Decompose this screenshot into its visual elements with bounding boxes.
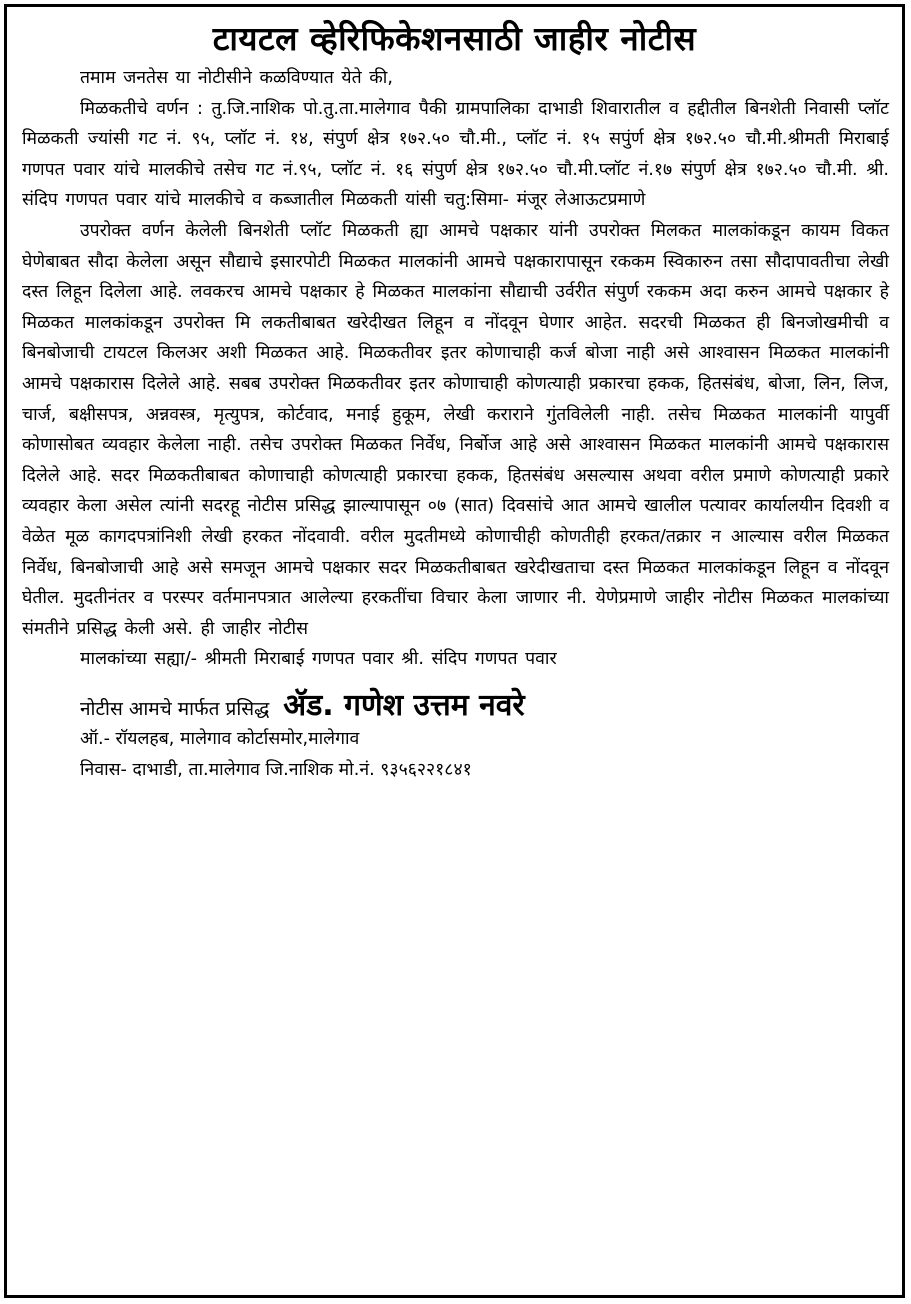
office-address: ऑ.- रॉयलहब, मालेगाव कोर्टासमोर,मालेगाव	[80, 728, 360, 749]
notice-title: टायटल व्हेरिफिकेशनसाठी जाहीर नोटीस	[212, 19, 697, 58]
notice-main-text: उपरोक्त वर्णन केलेली बिनशेती प्लॉट मिळकती ह्या आमचे पक्षकार यांनी उपरोक्त मिलकत मालकांकडून कायम विकत घेणेबाबत सौदा केलेला असून सौद्याचे इसारपोटी मिळकत मालकांनी आमचे पक्षकारापासून रककम स्विकारुन तसा सौदापावतीचा लेखी दस्त लिहून दिलेला आहे. लवकरच आमचे पक्षकार हे मिळकत मालकांना सौद्याची उर्वरीत संपुर्ण रककम अदा करुन आमचे पक्षकार हे मिळकत मालकांकडून उपरोक्त मि लकतीबाबत खरेदीखत लिहून व नोंदवून घेणार आहेत. सदरची मिळकत ही बिनजोखमीची व बिनबोजाची टायटल किलअर अशी मिळकत आहे. मिळकतीवर इतर कोणाचाही कर्ज बोजा नाही असे आश्वासन मिळकत मालकांनी आमचे पक्षकारास दिलेले आहे. सबब उपरोक्त मिळकतीवर इतर कोणाचाही कोणत्याही प्रकारचा हकक, हितसंबंध, बोजा, लिन, लिज, चार्ज, बक्षीसपत्र, अन्नवस्त्र, मृत्युपत्र, कोर्टवाद, मनाई हुकूम, लेखी कराराने गुंतविलेली नाही. तसेच मिळकत मालकांनी यापुर्वी कोणासोबत व्यवहार केलेला नाही. तसेच उपरोक्त मिळकत निर्वेध, निर्बोज आहे असे आश्वासन मिळकत मालकांनी आमचे पक्षकारास दिलेले आहे. सदर मिळकतीबाबत कोणाचाही कोणत्याही प्रकारचा हकक, हितसंबंध असल्यास अथवा वरील प्रमाणे कोणत्याही प्रकारे व्यवहार केला असेल त्यांनी सदरहू नोटीस प्रसिद्ध झाल्यापासून ०७ (सात) दिवसांचे आत आमचे खालील पत्यावर कार्यालयीन दिवशी व वेळेत मूळ कागदपत्रांनिशी लेखी हरकत नोंदवावी. वरील मुदतीमध्ये कोणाचीही कोणतीही हरकत/तक्रार न आल्यास वरील मिळकत निर्वेध, बिनबोजाची आहे असे समजून आमचे पक्षकार सदर मिळकतीबाबत खरेदीखताचा दस्त मिळकत मालकांकडून लिहून व नोंदवून घेतील. मुदतीनंतर व परस्पर वर्तमानपत्रात आलेल्या हरकतींचा विचार केला जाणार नी. येणेप्रमाणे जाहीर नोटीस मिळकत मालकांच्या संमतीने प्रसिद्ध केली असे. ही जाहीर नोटीस	[22, 220, 889, 639]
opening-line: तमाम जनतेस या नोटीसीने कळविण्यात येते की,	[80, 68, 393, 88]
publisher-line	[80, 683, 889, 724]
advocate-name: ॲड. गणेश उत्तम नवरे	[283, 687, 525, 723]
publisher-block	[22, 683, 889, 786]
publisher-label: नोटीस आमचे मार्फत प्रसिद्ध	[80, 697, 270, 720]
public-notice	[4, 4, 905, 1298]
property-description: मिळकतीचे वर्णन : तु.जि.नाशिक पो.तु.ता.मालेगाव पैकी ग्रामपालिका दाभाडी शिवारातील व हद्दीतील बिनशेती निवासी प्लॉट मिळकती ज्यांसी गट नं. ९५, प्लॉट नं. १४, संपुर्ण क्षेत्र १७२.५० चौ.मी., प्लॉट नं. १५ सपुंर्ण क्षेत्र १७२.५० चौ.मी.श्रीमती मिराबाई गणपत पवार यांचे मालकीचे तसेच गट नं.९५, प्लॉट नं. १६ संपुर्ण क्षेत्र १७२.५० चौ.मी.प्लॉट नं.१७ संपुर्ण क्षेत्र १७२.५० चौ.मी. श्री. संदिप गणपत पवार यांचे मालकीचे व कब्जातील मिळकती यांसी चतु:सिमा- मंजूर लेआऊटप्रमाणे	[22, 98, 889, 211]
owners-signature: मालकांच्या सह्या/- श्रीमती मिराबाई गणपत पवार श्री. संदिप गणपत पवार	[80, 649, 557, 670]
notice-body	[7, 63, 902, 786]
residence-address: निवास- दाभाडी, ता.मालेगाव जि.नाशिक मो.नं. ९३५६२२१८४१	[80, 759, 472, 780]
